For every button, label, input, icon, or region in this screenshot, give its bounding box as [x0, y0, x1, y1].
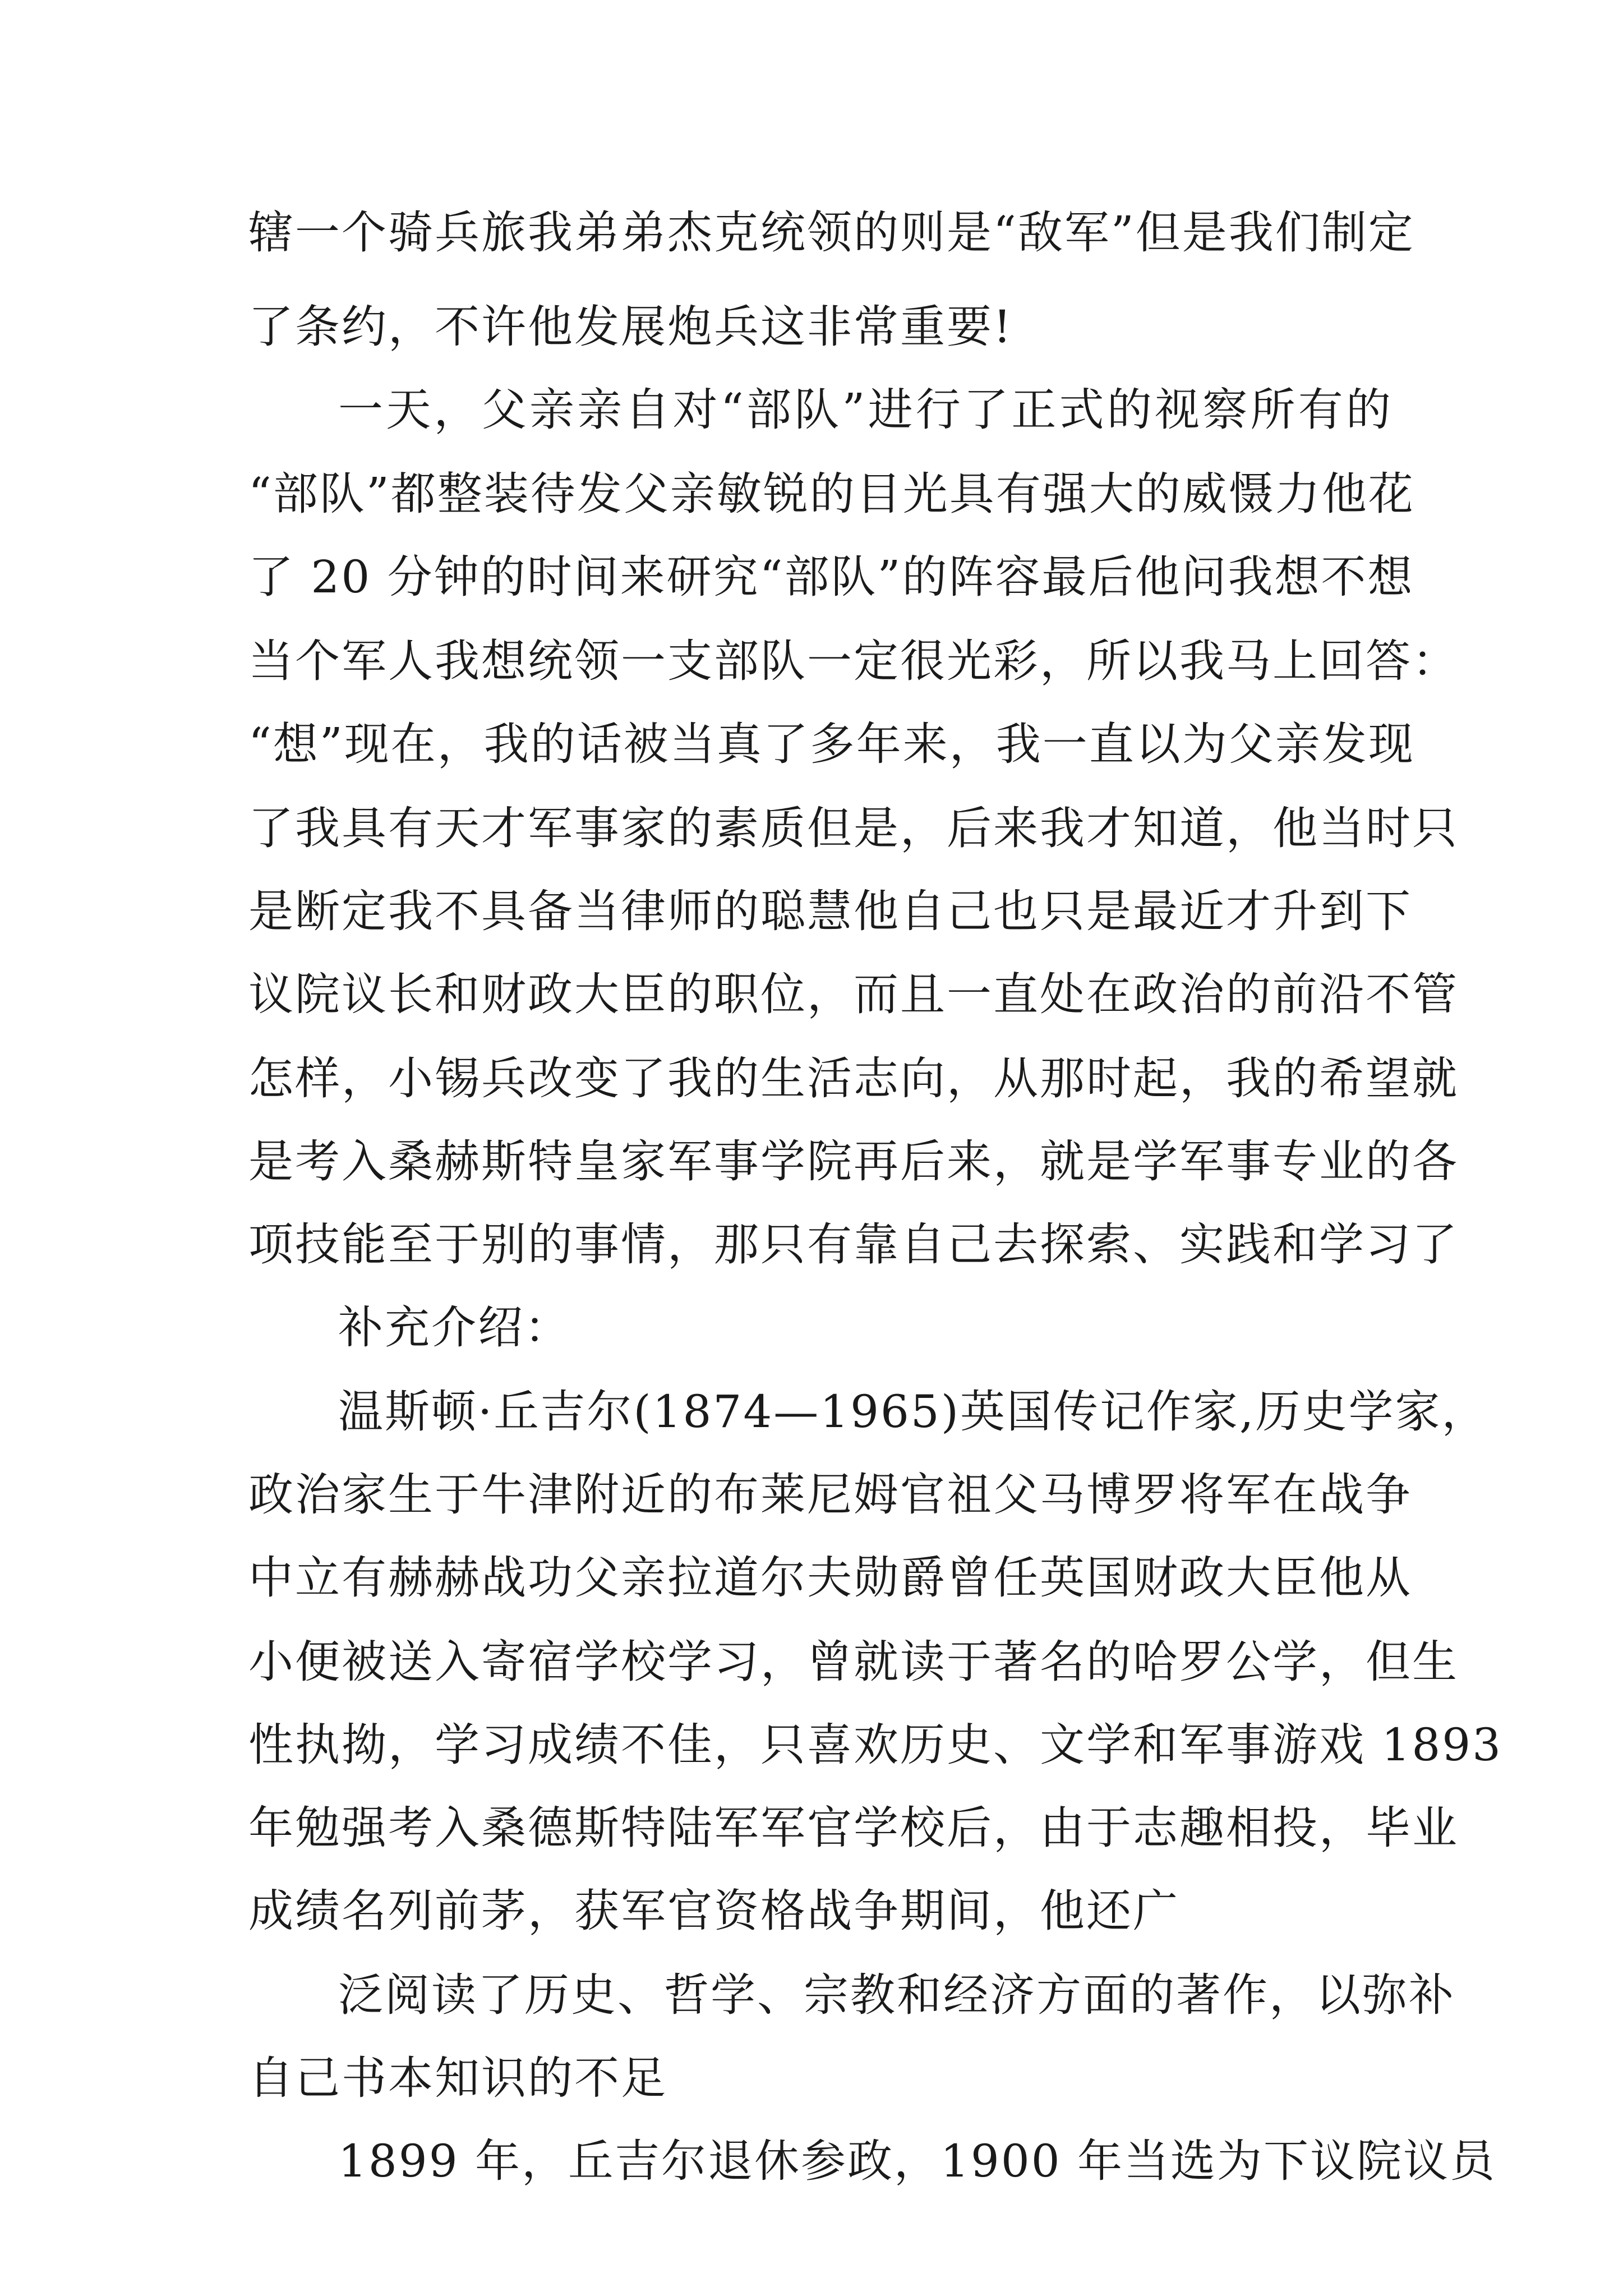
- text-line: 补充介绍：: [338, 1301, 571, 1354]
- text-line: 成绩名列前茅，获军官资格战争期间，他还广: [248, 1885, 1179, 1937]
- text-line: “想”现在，我的话被当真了多年来，我一直以为父亲发现: [248, 718, 1415, 770]
- text-line: 中立有赫赫战功父亲拉道尔夫勋爵曾任英国财政大臣他从: [248, 1552, 1412, 1604]
- text-line: 怎样，小锡兵改变了我的生活志向，从那时起，我的希望就: [248, 1052, 1459, 1105]
- text-line: 泛阅读了历史、哲学、宗教和经济方面的著作，以弥补: [338, 1969, 1455, 2021]
- text-line: 是断定我不具备当律师的聪慧他自己也只是最近才升到下: [248, 885, 1412, 937]
- text-line: 政治家生于牛津附近的布莱尼姆官祖父马博罗将军在战争: [248, 1469, 1412, 1521]
- text-line: 当个军人我想统领一支部队一定很光彩，所以我马上回答：: [248, 635, 1459, 687]
- text-line: 性执拗，学习成绩不佳，只喜欢历史、文学和军事游戏 1893: [248, 1719, 1503, 1771]
- text-line: 辖一个骑兵旅我弟弟杰克统领的则是“敌军”但是我们制定: [248, 206, 1415, 259]
- text-line: 年勉强考入桑德斯特陆军军官学校后，由于志趣相投，毕业: [248, 1802, 1459, 1854]
- text-line: 自己书本知识的不足: [248, 2052, 667, 2104]
- text-line: 了我具有天才军事家的素质但是，后来我才知道，他当时只: [248, 802, 1459, 854]
- text-line: 了 20 分钟的时间来研究“部队”的阵容最后他问我想不想: [248, 551, 1414, 603]
- text-line: 一天，父亲亲自对“部队”进行了正式的视察所有的: [338, 384, 1393, 436]
- text-line: 项技能至于别的事情，那只有靠自己去探索、实践和学习了: [248, 1218, 1459, 1271]
- text-line: 了条约，不许他发展炮兵这非常重要!: [248, 301, 1013, 353]
- text-line: 1899 年，丘吉尔退休参政，1900 年当选为下议院议员: [338, 2135, 1497, 2187]
- text-line: 议院议长和财政大臣的职位，而且一直处在政治的前沿不管: [248, 968, 1459, 1020]
- text-line: 小便被送入寄宿学校学习，曾就读于著名的哈罗公学，但生: [248, 1636, 1459, 1688]
- text-line: 是考入桑赫斯特皇家军事学院再后来，就是学军事专业的各: [248, 1135, 1459, 1188]
- text-line: 温斯顿·丘吉尔(1874—1965)英国传记作家,历史学家，: [338, 1386, 1488, 1438]
- text-line: “部队”都整装待发父亲敏锐的目光具有强大的威慑力他花: [248, 468, 1415, 520]
